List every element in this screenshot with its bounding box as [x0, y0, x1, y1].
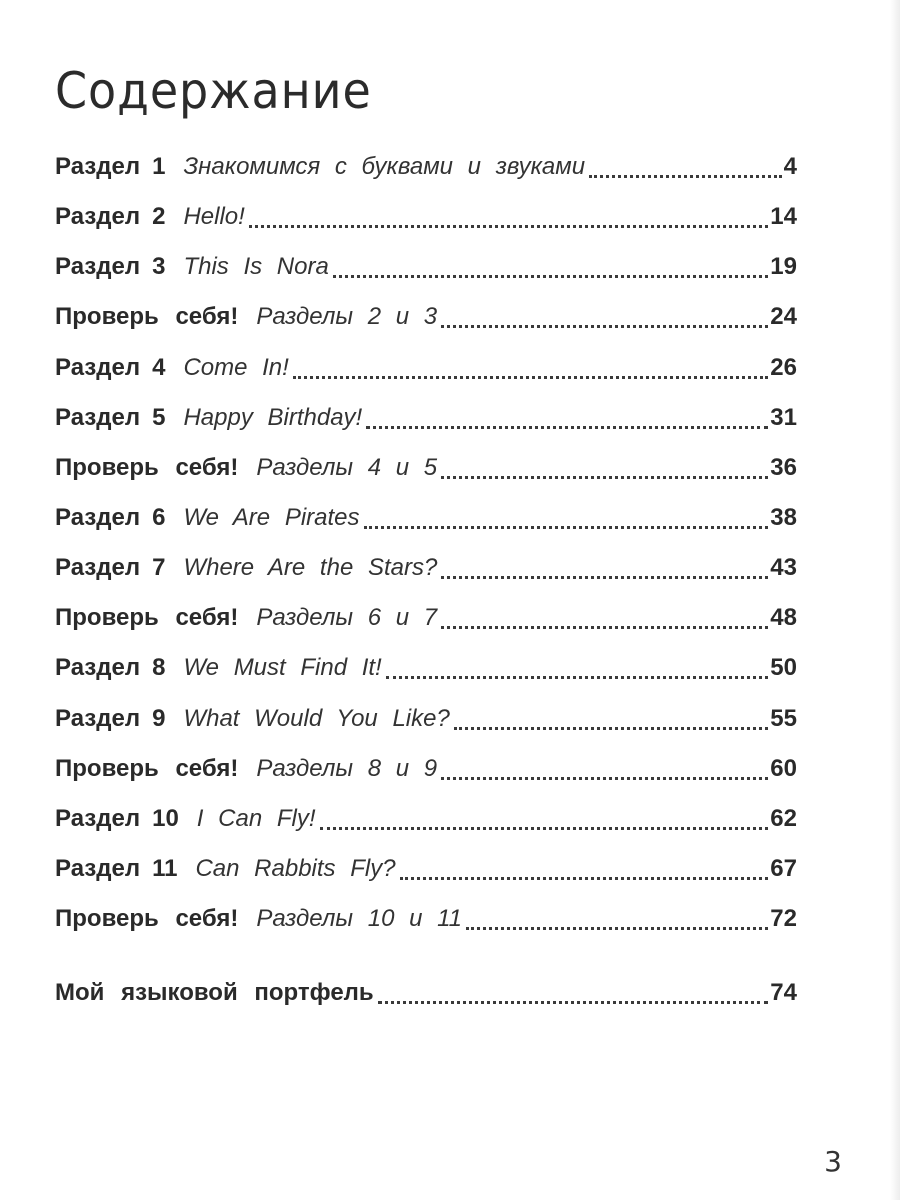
entry-page: 36	[770, 453, 797, 481]
entry-number: 9	[152, 704, 166, 732]
toc-entry	[55, 694, 797, 744]
entry-page: 14	[770, 203, 797, 231]
toc-entry	[55, 393, 797, 443]
page-edge-shadow	[890, 0, 900, 1200]
toc-entry-portfolio	[55, 968, 797, 1018]
dot-leader	[400, 854, 769, 884]
entry-number: 5	[152, 403, 166, 431]
entry-topic: We Are Pirates	[183, 503, 360, 531]
entry-number: 8	[152, 654, 166, 682]
entry-label: Раздел	[55, 403, 141, 431]
dot-leader	[454, 704, 768, 734]
entry-number: 6	[152, 503, 166, 531]
entry-label: Раздел	[55, 153, 141, 180]
entry-topic: We Must Find It!	[183, 654, 382, 682]
toc-entry	[55, 844, 797, 894]
entry-label: Проверь себя!	[55, 905, 239, 933]
entry-page: 48	[770, 604, 797, 632]
toc-entry	[55, 242, 797, 292]
entry-topic: Happy Birthday!	[183, 403, 363, 431]
dot-leader	[293, 353, 768, 383]
entry-label: Раздел	[55, 253, 141, 281]
entry-number: 10	[152, 804, 179, 832]
dot-leader	[320, 804, 769, 834]
dot-leader	[249, 202, 768, 232]
entry-label: Раздел	[55, 353, 141, 381]
dot-leader	[441, 603, 768, 633]
entry-topic: Can Rabbits Fly?	[195, 854, 396, 882]
entry-page: 74	[770, 979, 797, 1007]
toc-entry-review	[55, 593, 797, 643]
dot-leader	[364, 503, 769, 533]
entry-page: 31	[770, 403, 797, 431]
dot-leader	[386, 653, 769, 683]
entry-label: Проверь себя!	[55, 754, 239, 782]
entry-number: 1	[152, 153, 166, 180]
entry-label: Раздел	[55, 203, 141, 231]
dot-leader	[333, 252, 768, 282]
entry-topic: Разделы 10 и 11	[256, 905, 463, 933]
entry-topic: I Can Fly!	[196, 804, 316, 832]
entry-page: 72	[770, 905, 797, 933]
toc-entry	[55, 543, 797, 593]
table-of-contents	[55, 142, 797, 1018]
entry-topic: Come In!	[183, 353, 289, 381]
toc-entry	[55, 794, 797, 844]
toc-entry	[55, 643, 797, 693]
entry-topic: What Would You Like?	[183, 704, 450, 732]
entry-label: Раздел	[55, 554, 141, 582]
toc-entry-review	[55, 292, 797, 342]
entry-label: Мой языковой портфель	[55, 979, 374, 1007]
toc-entry-review	[55, 894, 797, 944]
entry-label: Раздел	[55, 503, 141, 531]
entry-page: 4	[783, 153, 797, 180]
entry-topic: Where Are the Stars?	[183, 554, 438, 582]
dot-leader	[441, 453, 768, 483]
entry-topic: Разделы 4 и 5	[256, 453, 438, 481]
dot-leader	[378, 978, 769, 1008]
dot-leader	[441, 302, 768, 332]
entry-page: 50	[770, 654, 797, 682]
entry-number: 11	[152, 854, 178, 882]
toc-entry-review	[55, 443, 797, 493]
dot-leader	[589, 152, 782, 182]
page-title: Содержание	[55, 62, 372, 120]
entry-number: 3	[152, 253, 166, 281]
dot-leader	[366, 403, 768, 433]
entry-page: 24	[770, 303, 797, 331]
entry-label: Проверь себя!	[55, 604, 239, 632]
entry-page: 67	[770, 854, 797, 882]
entry-label: Проверь себя!	[55, 303, 239, 331]
entry-page: 38	[770, 503, 797, 531]
toc-entry-review	[55, 744, 797, 794]
entry-number: 2	[152, 203, 166, 231]
entry-page: 60	[770, 754, 797, 782]
entry-topic: Разделы 6 и 7	[256, 604, 438, 632]
toc-entry	[55, 493, 797, 543]
entry-page: 43	[770, 554, 797, 582]
dot-leader	[466, 904, 768, 934]
entry-label: Проверь себя!	[55, 453, 239, 481]
dot-leader	[441, 754, 768, 784]
toc-entry	[55, 142, 797, 192]
entry-topic: Разделы 8 и 9	[256, 754, 438, 782]
entry-topic: Знакомимся с буквами и звуками	[183, 153, 586, 180]
entry-topic: This Is Nora	[183, 253, 329, 281]
entry-page: 55	[770, 704, 797, 732]
entry-number: 4	[152, 353, 166, 381]
entry-page: 19	[770, 253, 797, 281]
toc-entry	[55, 192, 797, 242]
dot-leader	[441, 553, 768, 583]
entry-topic: Hello!	[183, 203, 245, 231]
entry-label: Раздел	[55, 654, 141, 682]
entry-label: Раздел	[55, 704, 141, 732]
entry-label: Раздел	[55, 854, 141, 882]
entry-number: 7	[152, 554, 166, 582]
page-number: 3	[824, 1145, 842, 1178]
entry-topic: Разделы 2 и 3	[256, 303, 438, 331]
entry-label: Раздел	[55, 804, 141, 832]
toc-entry	[55, 343, 797, 393]
entry-page: 62	[770, 804, 797, 832]
entry-page: 26	[770, 353, 797, 381]
